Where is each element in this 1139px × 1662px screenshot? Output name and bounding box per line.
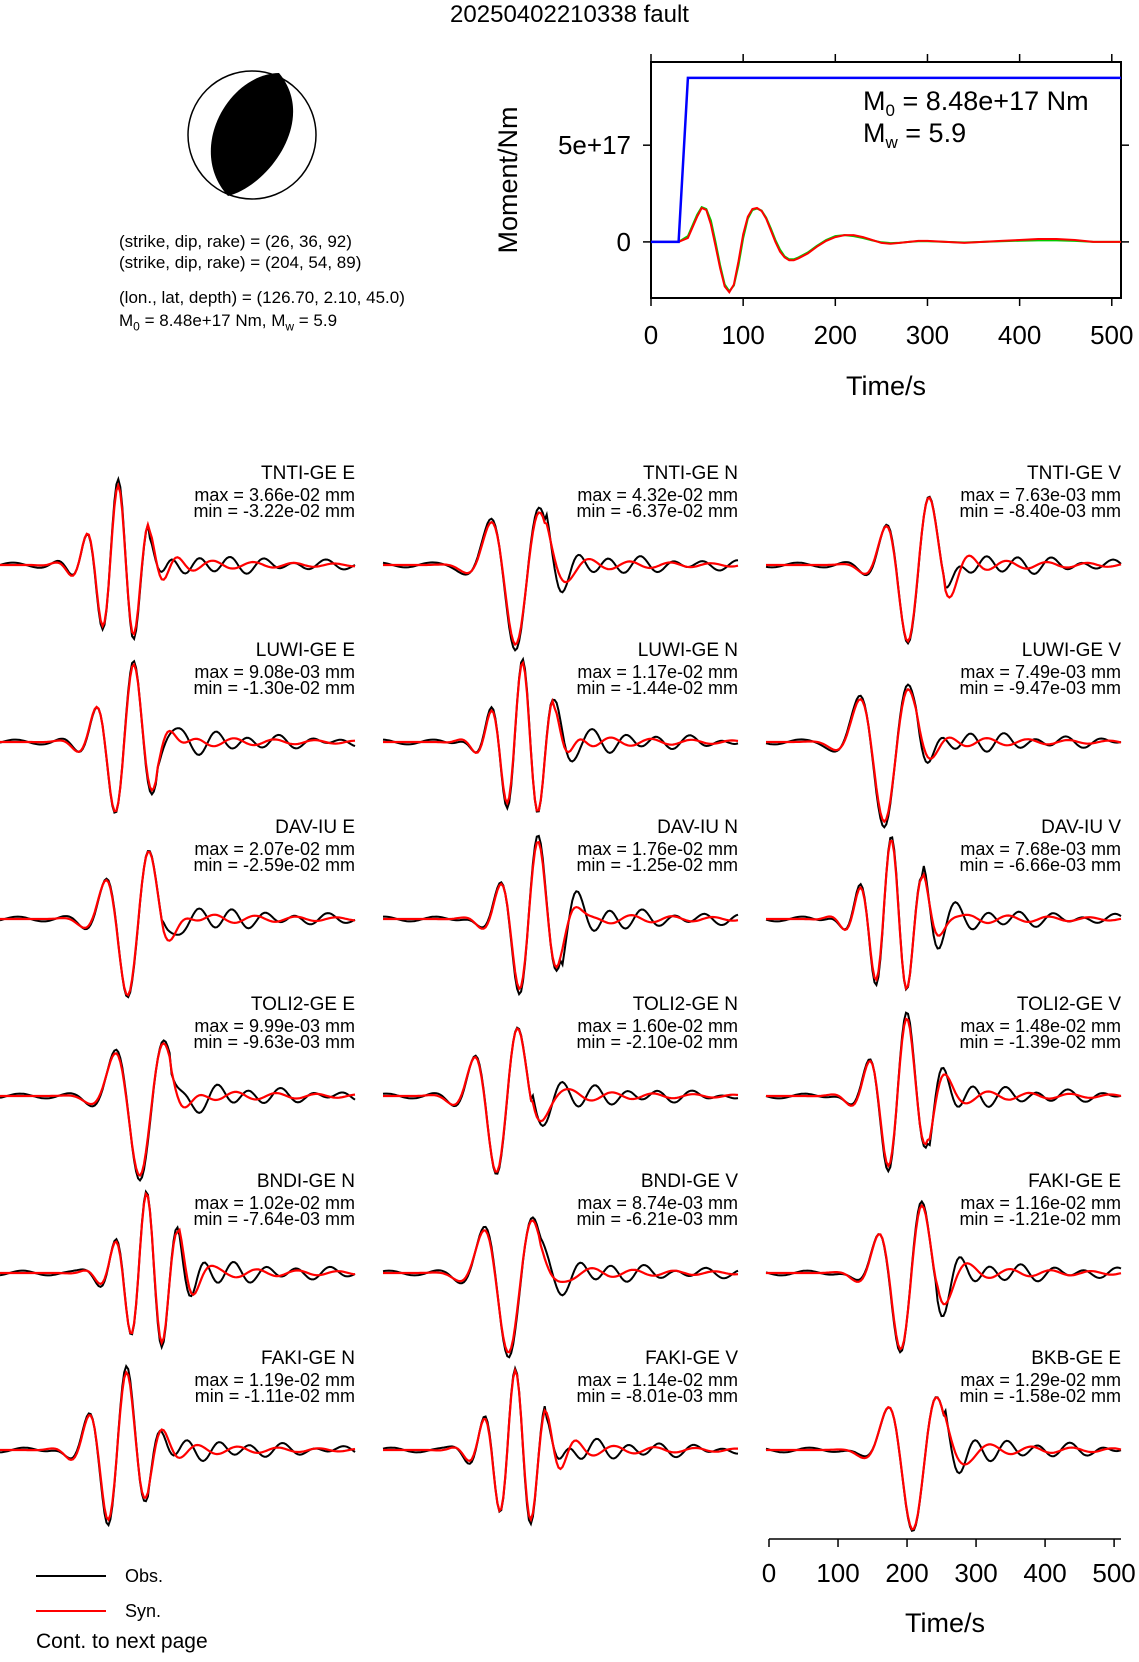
min-amplitude-label: min = -6.37e-02 mm (576, 501, 738, 521)
x-tick-label: 100 (721, 320, 765, 350)
observed-trace (0, 1040, 355, 1180)
waveform-panel (766, 994, 1121, 1171)
min-amplitude-label: min = -2.59e-02 mm (193, 855, 355, 875)
station-label: TNTI-GE E (261, 463, 355, 484)
x-tick-label: 500 (1090, 320, 1134, 350)
observed-trace (766, 1397, 1121, 1531)
waveform-panel (0, 640, 355, 813)
station-label: TOLI2-GE V (1016, 994, 1121, 1015)
x-axis-label: Time/s (846, 371, 926, 401)
x-tick-label: 0 (643, 320, 659, 350)
synthetic-trace (383, 513, 738, 645)
waveform-panel (766, 640, 1121, 827)
observed-trace (383, 1217, 738, 1357)
waveform-panel (766, 1171, 1121, 1352)
station-label: TOLI2-GE E (250, 994, 355, 1015)
min-amplitude-label: min = -6.21e-03 mm (576, 1209, 738, 1229)
x-tick-label: 0 (761, 1558, 777, 1588)
min-amplitude-label: min = -9.63e-03 mm (193, 1032, 355, 1052)
waveform-panel (383, 1171, 738, 1357)
station-label: LUWI-GE N (637, 640, 738, 661)
max-amplitude-label: max = 1.76e-02 mm (577, 839, 738, 859)
station-label: FAKI-GE N (261, 1348, 355, 1369)
station-label: TOLI2-GE N (632, 994, 738, 1015)
waveform-panel (0, 994, 355, 1180)
station-label: BNDI-GE N (256, 1171, 355, 1192)
station-label: DAV-IU N (657, 817, 738, 838)
x-tick-label: 400 (1023, 1558, 1067, 1588)
min-amplitude-label: min = -8.01e-03 mm (576, 1386, 738, 1406)
max-amplitude-label: max = 1.60e-02 mm (577, 1016, 738, 1036)
page-title: 20250402210338 fault (450, 1, 689, 28)
station-label: DAV-IU V (1041, 817, 1121, 838)
min-amplitude-label: min = -8.40e-03 mm (959, 501, 1121, 521)
max-amplitude-label: max = 1.17e-02 mm (577, 662, 738, 682)
station-label: LUWI-GE E (255, 640, 355, 661)
synthetic-trace (766, 1398, 1121, 1530)
moment-line-mid: = 8.48e+17 Nm, M (139, 311, 286, 330)
mechanism-line-1: (strike, dip, rake) = (26, 36, 92) (119, 232, 352, 251)
station-label: FAKI-GE E (1028, 1171, 1121, 1192)
station-label: BKB-GE E (1031, 1348, 1121, 1369)
waveform-panel (383, 817, 738, 994)
max-amplitude-label: max = 1.02e-02 mm (194, 1193, 355, 1213)
station-label: BNDI-GE V (640, 1171, 738, 1192)
max-amplitude-label: max = 9.08e-03 mm (194, 662, 355, 682)
station-label: TNTI-GE N (643, 463, 738, 484)
x-tick-label: 400 (997, 320, 1042, 350)
waveform-panel (383, 463, 738, 650)
moment-line-end: = 5.9 (294, 311, 338, 330)
min-amplitude-label: min = -2.10e-02 mm (576, 1032, 738, 1052)
min-amplitude-label: min = -1.11e-02 mm (194, 1386, 355, 1406)
y-tick-label: 0 (616, 226, 631, 257)
waveform-panel (383, 640, 738, 812)
location-line: (lon., lat, depth) = (126.70, 2.10, 45.0) (119, 288, 405, 307)
m0-annotation: $M_0 = 8.48e+17$ Nm (863, 86, 1089, 120)
min-amplitude-label: min = -3.22e-02 mm (193, 501, 355, 521)
x-tick-label: 200 (813, 320, 858, 350)
mechanism-line-2: (strike, dip, rake) = (204, 54, 89) (119, 253, 362, 272)
max-amplitude-label: max = 9.99e-03 mm (194, 1016, 355, 1036)
waveform-panel (0, 463, 355, 639)
x-tick-label: 200 (885, 1558, 929, 1588)
station-label: DAV-IU E (275, 817, 355, 838)
waveform-panel (0, 1348, 355, 1525)
min-amplitude-label: min = -6.66e-03 mm (959, 855, 1121, 875)
waveform-panel (766, 1348, 1121, 1531)
moment-line-subw: w (285, 319, 295, 334)
min-amplitude-label: min = -1.25e-02 mm (576, 855, 738, 875)
min-amplitude-label: min = -1.21e-02 mm (959, 1209, 1121, 1229)
waveform-panel (0, 817, 355, 997)
max-amplitude-label: max = 1.16e-02 mm (960, 1193, 1121, 1213)
observed-trace (766, 685, 1121, 828)
station-label: FAKI-GE V (645, 1348, 738, 1369)
min-amplitude-label: min = -1.58e-02 mm (959, 1386, 1121, 1406)
waveform-panel (383, 1348, 738, 1524)
waveform-panel (383, 994, 738, 1174)
waveform-panel (766, 463, 1121, 643)
waveform-panel (766, 817, 1121, 989)
max-amplitude-label: max = 4.32e-02 mm (577, 485, 738, 505)
min-amplitude-label: min = -1.39e-02 mm (959, 1032, 1121, 1052)
moment-line-sub0: 0 (133, 319, 140, 334)
synthetic-trace (0, 1043, 355, 1175)
max-amplitude-label: max = 8.74e-03 mm (577, 1193, 738, 1213)
x-tick-label: 300 (905, 320, 950, 350)
waveform-panel (0, 1171, 355, 1347)
max-amplitude-label: max = 7.63e-03 mm (960, 485, 1121, 505)
y-axis-label: Moment/Nm (493, 106, 523, 254)
x-tick-label: 500 (1092, 1558, 1136, 1588)
max-amplitude-label: max = 2.07e-02 mm (194, 839, 355, 859)
station-label: TNTI-GE V (1027, 463, 1121, 484)
max-amplitude-label: max = 1.48e-02 mm (960, 1016, 1121, 1036)
y-tick-label: 5e+17 (557, 130, 631, 161)
max-amplitude-label: max = 1.29e-02 mm (960, 1370, 1121, 1390)
synthetic-trace (766, 689, 1121, 821)
x-tick-label: 100 (816, 1558, 860, 1588)
continuation-note: Cont. to next page (36, 1630, 208, 1653)
max-amplitude-label: max = 3.66e-02 mm (194, 485, 355, 505)
max-amplitude-label: max = 1.19e-02 mm (194, 1370, 355, 1390)
legend-obs-label: Obs. (125, 1566, 164, 1586)
synthetic-trace (383, 1220, 738, 1352)
min-amplitude-label: min = -1.30e-02 mm (193, 678, 355, 698)
x-axis-label: Time/s (905, 1608, 985, 1638)
station-label: LUWI-GE V (1021, 640, 1121, 661)
min-amplitude-label: min = -9.47e-03 mm (959, 678, 1121, 698)
legend-syn-label: Syn. (125, 1601, 162, 1621)
x-tick-label: 300 (954, 1558, 998, 1588)
max-amplitude-label: max = 7.68e-03 mm (960, 839, 1121, 859)
min-amplitude-label: min = -1.44e-02 mm (576, 678, 738, 698)
moment-line-m: M (119, 311, 134, 330)
mw-annotation: $M_w = 5.9$ (863, 118, 967, 152)
min-amplitude-label: min = -7.64e-03 mm (193, 1209, 355, 1229)
max-amplitude-label: max = 7.49e-03 mm (960, 662, 1121, 682)
max-amplitude-label: max = 1.14e-02 mm (577, 1370, 738, 1390)
